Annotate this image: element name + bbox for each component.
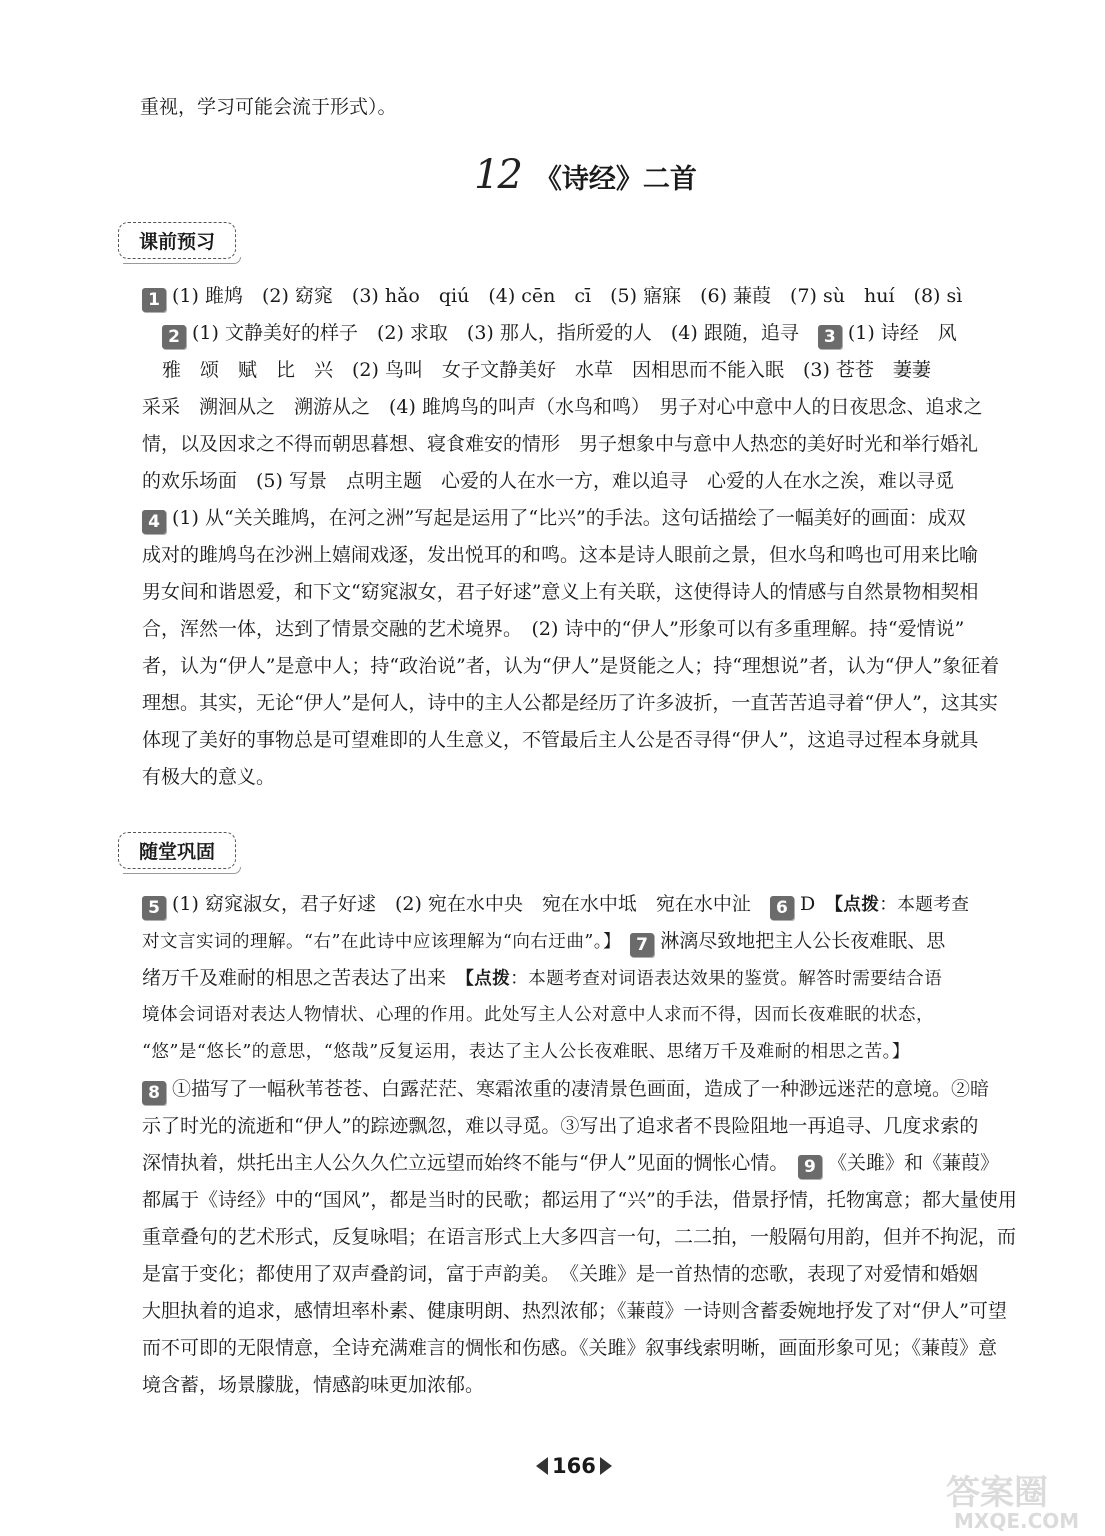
question-badge-2: 2 xyxy=(162,325,186,349)
answer-line: 雅 颂 赋 比 兴 (2) 鸟叫 女子文静美好 水草 因相思而不能入眠 (3) 苍苍 萋萋 xyxy=(162,359,931,381)
lesson-number: 12 xyxy=(474,152,521,198)
question-badge-4: 4 xyxy=(142,510,166,534)
answer-line: 理想。其实，无论“伊人”是何人，诗中的主人公都是经历了许多波折，一直苦苦追寻着“伊人”，这其实 xyxy=(142,692,998,714)
answer-text: 《关雎》和《蒹葭》 xyxy=(827,1152,999,1174)
answer-line xyxy=(142,315,1026,352)
answer-line xyxy=(142,1145,1026,1182)
answer-text: (1) 文静美好的样子 (2) 求取 (3) 那人，指所爱的人 (4) 跟随，追寻 xyxy=(192,322,799,344)
answer-line: 者，认为“伊人”是意中人；持“政治说”者，认为“伊人”是贤能之人；持“理想说”者，认为“伊人”象征着 xyxy=(142,655,1000,677)
answer-line: 情，以及因求之不得而朝思暮想、寝食难安的情形 男子想象中与意中人热恋的美好时光和举行婚礼 xyxy=(142,433,979,455)
answer-line: 的欢乐场面 (5) 写景 点明主题 心爱的人在水一方，难以追寻 心爱的人在水之涘，难以寻觅 xyxy=(142,470,954,492)
answer-line: 男女间和谐恩爱，和下文“窈窕淑女，君子好逑”意义上有关联，这使得诗人的情感与自然景物相契相 xyxy=(142,581,979,603)
answer-line: 重章叠句的艺术形式，反复咏唱；在语言形式上大多四言一句，二二拍，一般隔句用韵，但并不拘泥，而 xyxy=(142,1226,1017,1248)
watermark-text: 答案圈 xyxy=(946,1473,1048,1513)
answer-line: 体现了美好的事物总是可望难即的人生意义，不管最后主人公是否寻得“伊人”，这追寻过程本身就具 xyxy=(142,729,979,751)
question-badge-8: 8 xyxy=(142,1081,166,1105)
hint-text: 对文言实词的理解。“右”在此诗中应该理解为“向右迂曲”。】 xyxy=(142,932,613,952)
answer-text: (1) 诗经 风 xyxy=(847,322,957,344)
answer-line: “悠”是“悠长”的意思，“悠哉”反复运用，表达了主人公长夜难眠、思绪万千及难耐的相思之苦。】 xyxy=(142,1042,910,1062)
answer-text: ①描写了一幅秋苇苍苍、白露茫茫、寒霜浓重的凄清景色画面，造成了一种渺远迷茫的意境。②暗 xyxy=(172,1078,990,1100)
lesson-title: 《诗经》二首 xyxy=(534,164,697,195)
answer-line xyxy=(142,886,1026,923)
hint-label: 【点拨 xyxy=(834,895,880,915)
hint-text: ：本题考查对词语表达效果的鉴赏。解答时需要结合语 xyxy=(510,969,943,989)
hint-label: 【点拨 xyxy=(465,969,511,989)
watermark-logo xyxy=(940,1468,1100,1532)
answer-text: (1) 窈窕淑女，君子好逑 (2) 宛在水中央 宛在水中坻 宛在水中沚 xyxy=(172,893,751,915)
answer-line xyxy=(142,278,1026,315)
answer-line: 都属于《诗经》中的“国风”，都是当时的民歌；都运用了“兴”的手法，借景抒情，托物寓意；都大量使用 xyxy=(142,1189,1017,1211)
page-number: 166 xyxy=(552,1454,596,1478)
section-tag-preview: 课前预习 xyxy=(118,222,236,259)
answer-line: 境含蓄，场景朦胧，情感韵味更加浓郁。 xyxy=(142,1374,485,1396)
left-triangle-icon xyxy=(536,1457,548,1475)
answer-line: 成对的雎鸠鸟在沙洲上嬉闹戏逐，发出悦耳的和鸣。这本是诗人眼前之景，但水鸟和鸣也可用来比喻 xyxy=(142,544,979,566)
answer-line: 示了时光的流逝和“伊人”的踪迹飘忽，难以寻觅。③写出了追求者不畏险阻地一再追寻、几度求索的 xyxy=(142,1115,979,1137)
answer-line: 合，浑然一体，达到了情景交融的艺术境界。 (2) 诗中的“伊人”形象可以有多重理解。持“爱情说” xyxy=(142,618,965,640)
right-triangle-icon xyxy=(600,1457,612,1475)
answer-text: 绪万千及难耐的相思之苦表达了出来 xyxy=(142,967,466,989)
answer-line: 是富于变化；都使用了双声叠韵词，富于声韵美。 《关雎》是一首热情的恋歌，表现了对爱情和婚姻 xyxy=(142,1263,979,1285)
watermark-url: MXQE.COM xyxy=(954,1509,1080,1532)
answer-line: 采采 溯洄从之 溯游从之 (4) 雎鸠鸟的叫声（水鸟和鸣） 男子对心中意中人的日夜思念、追求之 xyxy=(142,396,983,418)
question-badge-3: 3 xyxy=(818,325,842,349)
answer-line xyxy=(142,923,1026,960)
answer-line xyxy=(142,960,1026,997)
page-footer xyxy=(536,1454,612,1478)
question-badge-7: 7 xyxy=(630,933,654,957)
answer-text: 深情执着，烘托出主人公久久伫立远望而始终不能与“伊人”见面的惆怅心情。 xyxy=(142,1152,779,1174)
answer-text: (1) 雎鸠 (2) 窈窕 (3) hǎo qiú (4) cēn cī (5) 寤寐 (6) 蒹葭 (7) sù huí (8) sì xyxy=(172,285,963,307)
answer-text: 淋漓尽致地把主人公长夜难眠、思 xyxy=(660,930,946,952)
answer-line: 境体会词语对表达人物情状、心理的作用。此处写主人公对意中人求而不得，因而长夜难眠的状态， xyxy=(142,1005,934,1025)
question-badge-9: 9 xyxy=(798,1155,822,1179)
consolidate-answers xyxy=(142,886,1026,1404)
question-badge-5: 5 xyxy=(142,896,166,920)
answer-line xyxy=(142,1071,1026,1108)
hint-text: ：本题考查 xyxy=(879,895,970,915)
question-badge-6: 6 xyxy=(770,896,794,920)
lesson-heading xyxy=(474,152,697,198)
answer-line xyxy=(142,500,1026,537)
answer-text: (1) 从“关关雎鸠，在河之洲”写起是运用了“比兴”的手法。这句话描绘了一幅美好的画面：成双 xyxy=(172,507,966,529)
answer-line: 大胆执着的追求，感情坦率朴素、健康明朗、热烈浓郁；《蒹葭》一诗则含蓄委婉地抒发了对“伊人”可望 xyxy=(142,1300,1007,1322)
question-badge-1: 1 xyxy=(142,288,166,312)
preview-answers xyxy=(142,278,1026,796)
section-tag-consolidate: 随堂巩固 xyxy=(118,832,236,869)
answer-text: D xyxy=(799,893,835,915)
intro-line: 重视，学习可能会流于形式）。 xyxy=(140,96,397,118)
answer-line: 有极大的意义。 xyxy=(142,766,276,788)
answer-line: 而不可即的无限情意，全诗充满难言的惆怅和伤感。《关雎》叙事线索明晰，画面形象可见；《蒹葭》意 xyxy=(142,1337,998,1359)
